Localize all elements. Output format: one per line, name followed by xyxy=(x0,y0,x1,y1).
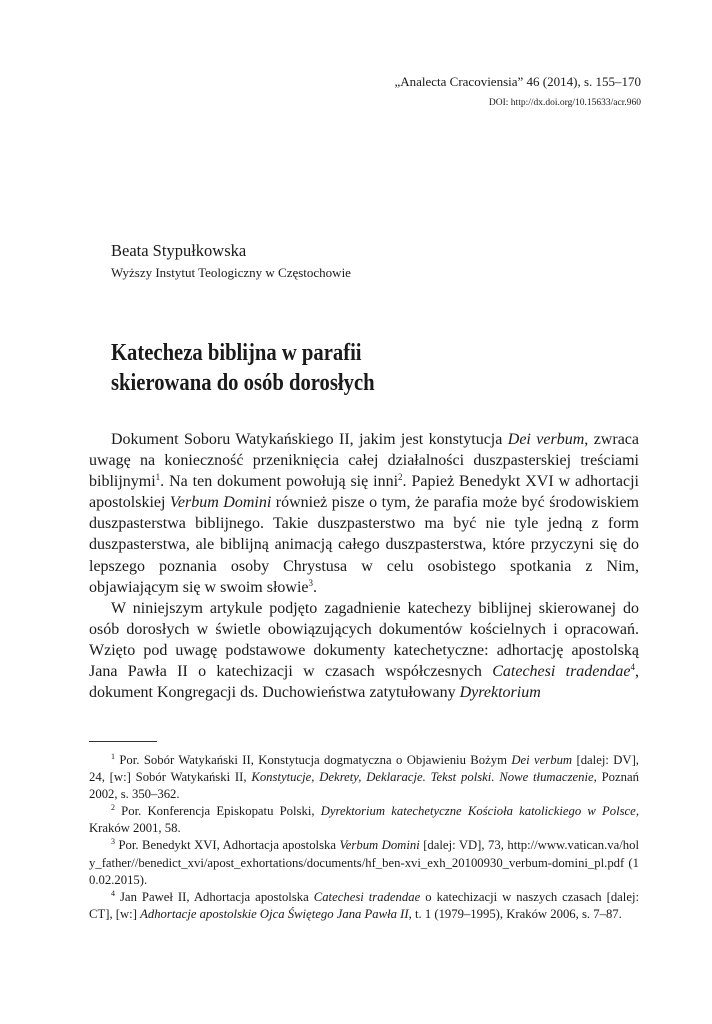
italic-title: Verbum Domini xyxy=(339,838,420,853)
footnote-2 xyxy=(89,803,639,837)
author-name: Beata Stypułkowska xyxy=(111,241,247,260)
italic-title: Dei verbum xyxy=(511,753,573,767)
text-run: Por. Benedykt XVI, Adhortacja apostolska xyxy=(115,838,340,853)
footnote-4 xyxy=(89,889,639,923)
footnote-ref-1[interactable]: 1 xyxy=(155,472,161,483)
text-run: , dokument Kongregacji ds. Duchowieństwa zatytułowany xyxy=(89,663,639,702)
title-line-1: Katecheza biblijna w parafii xyxy=(111,340,362,366)
journal-citation: „Analecta Cracoviensia” 46 (2014), s. 155–170 xyxy=(394,74,641,89)
footnote-url-text[interactable]: [dalej: VD], 73, http://www.vatican.va/holy_father//benedict_xvi/apost_exhortations/documents/hf_ben-xvi_exh_20100930_verbum-domini_pl.pdf (10.02.2015). xyxy=(89,838,640,887)
footnote-number: 4 xyxy=(111,888,115,898)
footnote-ref-4[interactable]: 4 xyxy=(630,662,635,673)
paragraph-2 xyxy=(89,598,639,703)
text-run: , t. 1 (1979–1995), Kraków 2006, s. 7–87. xyxy=(408,906,622,921)
text-run: , Kraków 2001, 58. xyxy=(89,804,639,836)
italic-title: Dei verbum xyxy=(507,431,585,448)
footnote-ref-3[interactable]: 3 xyxy=(308,577,314,588)
doi-line[interactable]: DOI: http://dx.doi.org/10.15633/acr.960 xyxy=(488,98,641,108)
text-run: [dalej: DV], 24, [w:] Sobór Watykański II, xyxy=(89,753,639,785)
text-run: Por. Konferencja Episkopatu Polski, xyxy=(115,804,321,819)
text-run: Dokument Soboru Watykańskiego II, jakim jest konstytucja xyxy=(111,431,508,448)
italic-title: Dyrektorium katechetyczne Kościoła katolickiego w Polsce xyxy=(320,804,636,819)
italic-title: Catechesi tradendae xyxy=(313,889,421,904)
paragraph-1 xyxy=(89,429,639,598)
text-run: W niniejszym artykule podjęto zagadnienie katechezy biblijnej skierowanej do osób dorosłych w świetle obowiązujących dokumentów kościelnych i opracowań. Wzięto pod uwagę podstawowe dokumenty katechetyczne: adhortację apostolską Jana Pawła II o katechizacji w czasach współczesnych xyxy=(89,599,639,681)
title-line-2: skierowana do osób dorosłych xyxy=(111,370,375,396)
italic-title: Catechesi tradendae xyxy=(492,663,631,681)
text-run: . Na ten dokument powołują się inni xyxy=(160,473,399,491)
italic-title: Dyrektorium xyxy=(459,684,541,702)
text-run: Jan Paweł II, Adhortacja apostolska xyxy=(115,889,314,904)
text-run: Por. Sobór Watykański II, Konstytucja dogmatyczna o Objawieniu Bożym xyxy=(115,753,512,767)
footnote-ref-2[interactable]: 2 xyxy=(398,472,403,483)
text-run: o katechizacji w naszych czasach [dalej: CT], [w:] xyxy=(89,889,640,921)
footnote-divider xyxy=(89,741,157,742)
text-run: . Papież Benedykt XVI w adhortacji apostolskiej xyxy=(89,473,639,512)
footnote-number: 3 xyxy=(111,837,115,847)
footnote-3 xyxy=(89,837,639,888)
footnote-1 xyxy=(89,752,639,803)
body-text xyxy=(89,429,639,703)
author-affiliation: Wyższy Instytut Teologiczny w Częstochowie xyxy=(111,265,351,280)
text-run: , zwraca uwagę na konieczność przeniknięcia całej działalności duszpasterskiej treściami biblijnymi xyxy=(89,431,639,491)
article-title xyxy=(111,338,375,398)
italic-title: Adhortacje apostolskie Ojca Świętego Jana Pawła II xyxy=(140,906,409,921)
italic-title: Konstytucje, Dekrety, Deklaracje. Tekst polski. Nowe tłumaczenie xyxy=(251,770,594,785)
text-run: . xyxy=(313,578,318,596)
text-run: również pisze o tym, że parafia może być środowiskiem duszpasterstwa biblijnego. Takie duszpasterstwo ma być nie tyle jedną z form duszpasterstwa, ale biblijną animacją całego duszpasterstwa, które przyczyni się do lepszego poznania osoby Chrystusa w celu osobistego spotkania z Nim, objawiającym się w swoim słowie xyxy=(89,494,639,596)
footnotes xyxy=(89,752,639,923)
text-run: , Poznań 2002, s. 350–362. xyxy=(89,770,639,802)
footnote-number: 1 xyxy=(111,752,115,761)
footnote-number: 2 xyxy=(111,803,115,813)
italic-title: Verbum Domini xyxy=(169,494,272,512)
